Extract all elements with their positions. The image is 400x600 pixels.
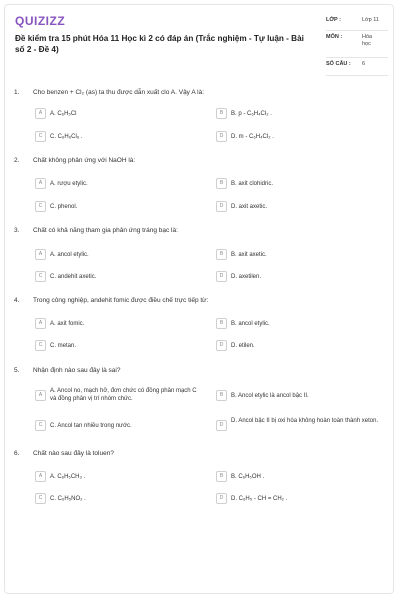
option-b[interactable] (216, 108, 386, 120)
option-a[interactable] (35, 178, 200, 190)
option-d[interactable] (216, 493, 386, 505)
option-text: B. C₆H₅OH . (231, 473, 265, 480)
option-text: B. p - C₆H₄Cl₂ . (231, 110, 272, 117)
option-text: B. axit axetic. (231, 251, 267, 258)
option-a[interactable] (35, 249, 200, 261)
option-letter-badge: C (35, 271, 46, 282)
option-letter-badge: B (216, 249, 227, 260)
option-c[interactable] (35, 201, 200, 213)
option-letter-badge: A (35, 178, 46, 189)
option-text: A. C₆H₅Cl (50, 110, 77, 117)
option-text: C. phenol. (50, 203, 78, 210)
meta-class-label: LỚP : (326, 17, 341, 23)
meta-row-subject (326, 31, 388, 58)
option-text: D. axetilen. (231, 273, 262, 280)
option-d[interactable] (216, 271, 386, 283)
option-b[interactable] (216, 249, 386, 261)
option-c[interactable] (35, 415, 200, 437)
option-letter-badge: D (216, 340, 227, 351)
option-letter-badge: D (216, 493, 227, 504)
option-letter-badge: B (216, 108, 227, 119)
meta-class-value: Lớp 11 (362, 17, 379, 23)
option-c[interactable] (35, 340, 200, 352)
option-text: B. axit clohidric. (231, 180, 274, 187)
option-letter-badge: A (35, 471, 46, 482)
question-number: 3. (14, 227, 20, 234)
option-text: D. Ancol bậc II bị oxi hóa không hoàn toàn thành xeton. (231, 417, 379, 424)
option-text: C. C₆H₅NO₂ . (50, 495, 86, 502)
option-letter-badge: D (216, 271, 227, 282)
worksheet-meta (326, 14, 388, 76)
meta-count-label: SỐ CÂU : (326, 61, 351, 67)
option-c[interactable] (35, 493, 200, 505)
option-letter-badge: B (216, 178, 227, 189)
option-text: C. andehit axetic. (50, 273, 97, 280)
option-text: A. rượu etylic. (50, 180, 88, 187)
question-text: Chất có khả năng tham gia phản ứng tráng bạc là: (33, 227, 178, 234)
question-number: 6. (14, 450, 20, 457)
question-text: Chất nào sau đây là toluen? (33, 450, 114, 457)
option-letter-badge: D (216, 131, 227, 142)
meta-count-value: 6 (362, 61, 366, 67)
option-text: C. metan. (50, 342, 77, 349)
question-number: 1. (14, 89, 20, 96)
question-text: Chất không phản ứng với NaOH là: (33, 157, 136, 164)
option-letter-badge: C (35, 493, 46, 504)
question-number: 4. (14, 297, 20, 304)
quizizz-logo: QUIZIZZ (15, 14, 66, 28)
question-number: 5. (14, 367, 20, 374)
meta-subject-label: MÔN : (326, 34, 343, 40)
option-text: A. axit fomic. (50, 320, 85, 327)
option-text: A. ancol etylic. (50, 251, 89, 258)
option-c[interactable] (35, 131, 200, 143)
option-b[interactable] (216, 318, 386, 330)
option-c[interactable] (35, 271, 200, 283)
option-letter-badge: D (216, 201, 227, 212)
option-letter-badge: B (216, 471, 227, 482)
option-d[interactable] (216, 415, 386, 437)
meta-row-class (326, 14, 388, 31)
question-text: Trong công nghiệp, andehit fomic được điều chế trực tiếp từ: (33, 297, 209, 304)
option-b[interactable] (216, 385, 386, 407)
option-letter-badge: A (35, 249, 46, 260)
option-d[interactable] (216, 340, 386, 352)
meta-subject-value: Hóa học (362, 34, 373, 47)
option-letter-badge: A (35, 390, 46, 401)
worksheet-title: Đề kiểm tra 15 phút Hóa 11 Học kì 2 có đáp án (Trắc nghiệm - Tự luận - Bài số 2 - Đề 4) (15, 34, 304, 54)
option-b[interactable] (216, 471, 386, 483)
option-letter-badge: B (216, 318, 227, 329)
question-text: Cho benzen + Cl₂ (as) ta thu được dẫn xuất clo A. Vậy A là: (33, 89, 205, 96)
option-a[interactable] (35, 385, 200, 407)
option-letter-badge: C (35, 201, 46, 212)
option-letter-badge: C (35, 420, 46, 431)
option-letter-badge: B (216, 390, 227, 401)
option-text: D. C₆H₅ - CH = CH₂ . (231, 495, 288, 502)
option-text: B. ancol etylic. (231, 320, 270, 327)
meta-row-count (326, 58, 388, 76)
question-text: Nhận định nào sau đây là sai? (33, 367, 121, 374)
question-number: 2. (14, 157, 20, 164)
option-text: D. m - C₆H₄Cl₂ . (231, 133, 274, 140)
option-letter-badge: C (35, 340, 46, 351)
option-letter-badge: C (35, 131, 46, 142)
option-d[interactable] (216, 201, 386, 213)
option-letter-badge: D (216, 420, 227, 431)
option-text: A. Ancol no, mạch hở, đơn chức có đồng phân mạch C và đồng phân vị trí nhóm chức. (50, 387, 197, 402)
option-text: D. etilen. (231, 342, 255, 349)
option-text: C. Ancol tan nhiều trong nước. (50, 422, 132, 429)
option-text: C. C₆H₆Cl₆ . (50, 133, 83, 140)
option-letter-badge: A (35, 318, 46, 329)
option-text: D. axit axetic. (231, 203, 268, 210)
option-b[interactable] (216, 178, 386, 190)
option-a[interactable] (35, 108, 200, 120)
option-text: B. Ancol etylic là ancol bậc II. (231, 392, 309, 399)
option-letter-badge: A (35, 108, 46, 119)
option-a[interactable] (35, 471, 200, 483)
option-a[interactable] (35, 318, 200, 330)
option-text: A. C₆H₅CH₃ . (50, 473, 86, 480)
option-d[interactable] (216, 131, 386, 143)
